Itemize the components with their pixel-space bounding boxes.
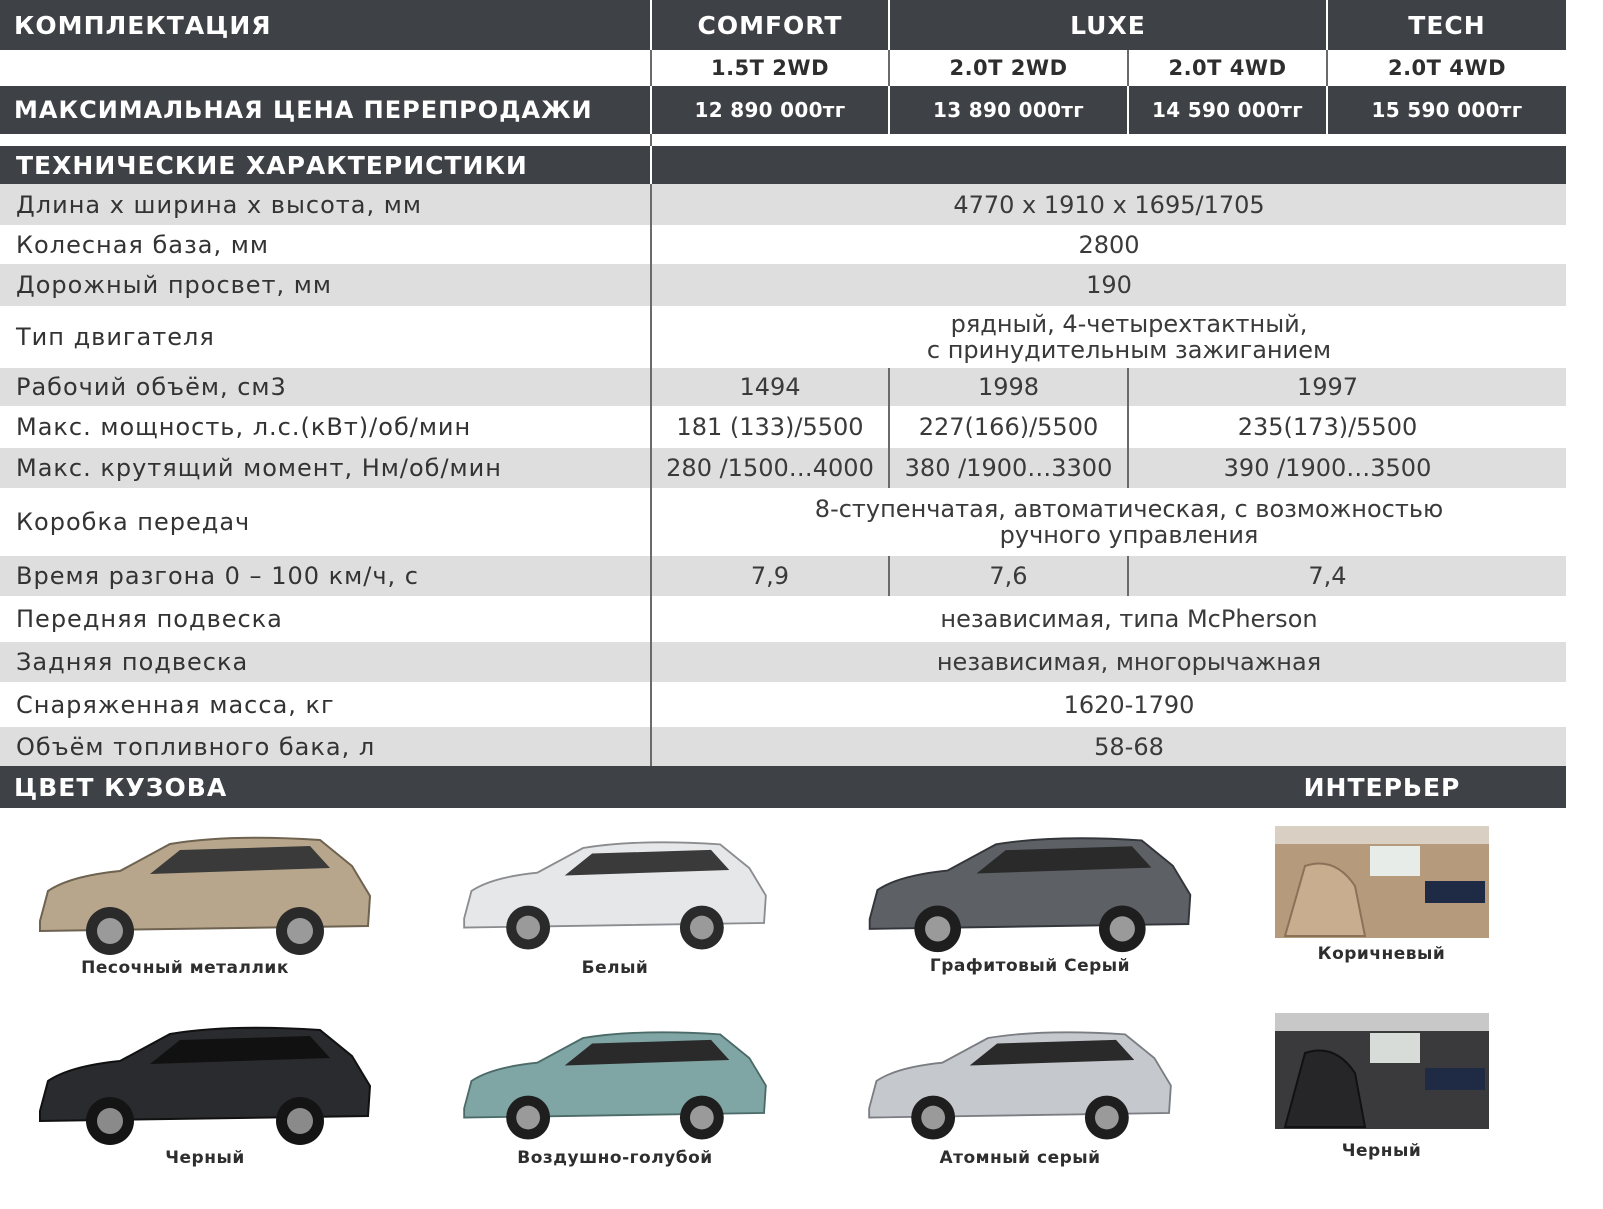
specs-title: ТЕХНИЧЕСКИЕ ХАРАКТЕРИСТИКИ <box>16 150 528 180</box>
spec-value: независимая, типа McPherson <box>940 605 1318 633</box>
interior-roof <box>1275 826 1489 844</box>
car-rim <box>287 918 313 944</box>
spec-row-acceleration <box>0 556 1566 596</box>
spec-value: независимая, многорычажная <box>936 648 1322 676</box>
trim-luxe: LUXE <box>1070 10 1146 40</box>
interior-color-brown <box>1274 826 1489 964</box>
body-color-air-blue <box>455 1016 775 1168</box>
color-gallery <box>0 808 1566 1209</box>
spec-row-clearance <box>0 264 1566 306</box>
spec-value-tech: 390 /1900…3500 <box>1223 454 1432 482</box>
interior-window <box>1370 1033 1420 1063</box>
spec-row-curb-weight <box>0 682 1566 727</box>
interior-image-brown <box>1275 826 1489 938</box>
body-color-graphite <box>860 826 1200 976</box>
spec-label: Макс. мощность, л.с.(кВт)/об/мин <box>16 413 472 441</box>
color-name: Атомный серый <box>939 1148 1101 1168</box>
specs-title-row <box>0 146 1566 184</box>
price-luxe-4wd: 14 590 000тг <box>1152 98 1303 122</box>
price-label: МАКСИМАЛЬНАЯ ЦЕНА ПЕРЕПРОДАЖИ <box>14 96 593 124</box>
interior-screen <box>1425 1068 1485 1090</box>
car-rim <box>690 916 714 940</box>
spec-label: Задняя подвеска <box>16 648 249 676</box>
spec-row-torque <box>0 448 1566 488</box>
color-name: Черный <box>165 1148 245 1168</box>
spec-row-rear-suspension <box>0 642 1566 682</box>
car-rim <box>287 1108 313 1134</box>
spec-label: Рабочий объём, см3 <box>16 373 287 401</box>
spec-label: Колесная база, мм <box>16 230 269 259</box>
spec-value: 1620-1790 <box>1063 690 1195 719</box>
spec-value-tech: 7,4 <box>1308 562 1347 590</box>
spec-row-wheelbase <box>0 225 1566 264</box>
interior-color-black <box>1274 1013 1489 1161</box>
spec-value <box>652 488 1603 556</box>
spec-value-comfort: 7,9 <box>750 562 790 590</box>
interior-screen <box>1425 881 1485 903</box>
spec-row-power <box>0 406 1566 448</box>
spec-value-comfort: 181 (133)/5500 <box>676 413 864 441</box>
spec-row-front-suspension <box>0 596 1566 642</box>
car-image-air-blue <box>455 1016 775 1146</box>
car-rim <box>1095 1106 1119 1130</box>
spec-value-line-2: с принудительным зажиганием <box>926 336 1332 364</box>
spec-value-luxe: 380 /1900…3300 <box>904 454 1113 482</box>
spec-row-dimensions <box>0 184 1566 225</box>
car-rim <box>690 1106 714 1130</box>
color-name: Коричневый <box>1317 944 1446 964</box>
spec-value: 2800 <box>1078 230 1140 259</box>
car-image-graphite <box>860 826 1200 954</box>
price-tech: 15 590 000тг <box>1371 98 1523 122</box>
body-color-white <box>455 826 775 978</box>
body-color-atomic-grey <box>860 1016 1180 1168</box>
spec-value-luxe: 227(166)/5500 <box>918 413 1099 441</box>
price-luxe-2wd: 13 890 000тг <box>933 98 1084 122</box>
car-image-sand <box>30 826 380 956</box>
color-name: Черный <box>1341 1141 1422 1161</box>
spec-label: Длина х ширина х высота, мм <box>16 190 422 219</box>
body-color-sand <box>30 826 340 978</box>
engine-luxe-4wd: 2.0T 4WD <box>1168 56 1287 80</box>
color-name: Песочный металлик <box>81 958 289 978</box>
spec-row-engine-type <box>0 306 1566 368</box>
spec-value <box>652 306 1603 368</box>
interior-title: ИНТЕРЬЕР <box>1303 772 1461 802</box>
spec-value-tech: 235(173)/5500 <box>1237 413 1418 441</box>
trim-tech: TECH <box>1408 10 1486 40</box>
spec-label: Объём топливного бака, л <box>16 732 376 761</box>
spec-label: Макс. крутящий момент, Нм/об/мин <box>16 454 502 482</box>
trim-header-row <box>0 0 1566 50</box>
spec-label: Тип двигателя <box>16 323 215 351</box>
car-rim <box>925 916 950 941</box>
spec-label: Коробка передач <box>16 508 251 536</box>
interior-image-black <box>1275 1013 1489 1129</box>
car-rim <box>516 916 540 940</box>
spec-value: 4770 х 1910 х 1695/1705 <box>953 190 1265 219</box>
engine-luxe-2wd: 2.0T 2WD <box>949 56 1068 80</box>
spec-value-comfort: 280 /1500…4000 <box>666 454 874 482</box>
color-name: Белый <box>581 958 649 978</box>
spec-value-line-1: рядный, 4-четырехтактный, <box>950 310 1308 338</box>
color-name: Воздушно-голубой <box>517 1148 713 1168</box>
engine-comfort: 1.5T 2WD <box>710 56 830 80</box>
car-rim <box>516 1106 540 1130</box>
color-name: Графитовый Серый <box>929 956 1131 976</box>
spec-label: Дорожный просвет, мм <box>16 271 333 299</box>
interior-window <box>1370 846 1420 876</box>
body-color-title: ЦВЕТ КУЗОВА <box>14 772 228 802</box>
spec-value-comfort: 1494 <box>739 373 801 401</box>
engine-tech: 2.0T 4WD <box>1387 56 1507 80</box>
trim-comfort: COMFORT <box>697 10 843 40</box>
price-row <box>0 86 1566 134</box>
spec-value-luxe: 1998 <box>977 373 1040 401</box>
colors-title-row <box>0 766 1566 808</box>
spec-value-tech: 1997 <box>1296 373 1359 401</box>
engine-row <box>0 50 1566 86</box>
spec-value: 190 <box>1086 271 1132 299</box>
spec-value: 58-68 <box>1094 732 1164 761</box>
car-image-white <box>455 826 775 956</box>
car-rim <box>97 918 123 944</box>
spec-value-line-1: 8-ступенчатая, автоматическая, с возможностью <box>814 495 1444 523</box>
config-label: КОМПЛЕКТАЦИЯ <box>14 10 272 40</box>
spec-row-fuel-tank <box>0 727 1566 766</box>
price-comfort: 12 890 000тг <box>694 98 846 122</box>
car-image-black <box>30 1016 380 1146</box>
spec-label: Время разгона 0 – 100 км/ч, с <box>16 562 419 590</box>
car-image-atomic-grey <box>860 1016 1180 1146</box>
spec-value-luxe: 7,6 <box>989 562 1028 590</box>
spec-label: Передняя подвеска <box>16 605 283 633</box>
spec-label: Снаряженная масса, кг <box>16 690 335 719</box>
car-rim <box>1110 916 1135 941</box>
body-color-black <box>30 1016 380 1168</box>
spec-row-gearbox <box>0 488 1566 556</box>
spec-value-line-2: ручного управления <box>999 521 1259 549</box>
car-rim <box>921 1106 945 1130</box>
car-rim <box>97 1108 123 1134</box>
spec-row-displacement <box>0 368 1566 406</box>
interior-roof <box>1275 1013 1489 1031</box>
